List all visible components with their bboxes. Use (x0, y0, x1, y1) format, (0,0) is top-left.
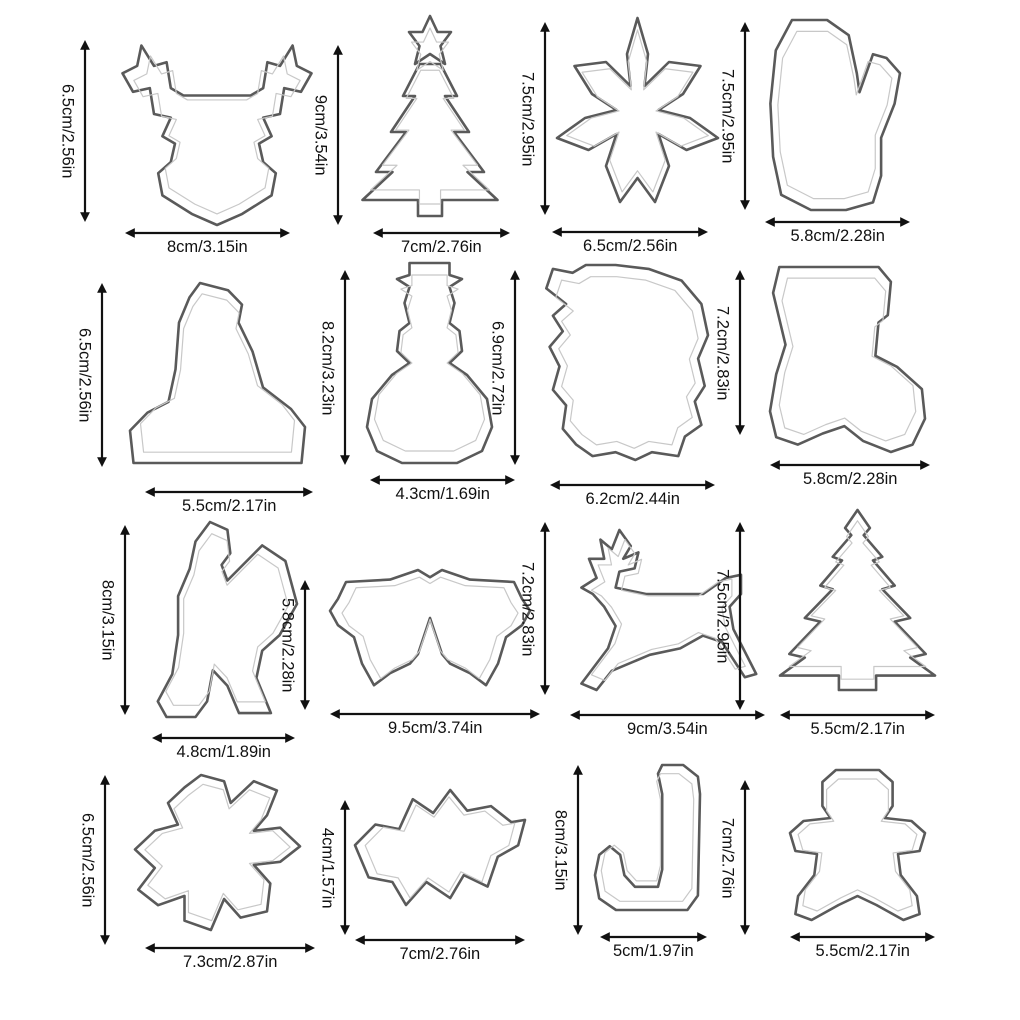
pine-tree-cutter-outline (780, 510, 935, 690)
star-flower-figure (0, 765, 255, 1020)
mitten-figure (765, 0, 1020, 255)
snowman-inner-edge (375, 275, 485, 451)
arrow-head (340, 925, 350, 935)
arrow-head (500, 228, 510, 238)
arrow-head (510, 455, 520, 465)
cutter-cell-christmas-tree-star (255, 0, 510, 255)
arrow-head (370, 475, 380, 485)
arrow-head (145, 943, 155, 953)
arrow-head (120, 705, 130, 715)
arrow-head (573, 925, 583, 935)
snowman-cutter-outline (367, 263, 492, 463)
stocking-cutter-outline (770, 267, 925, 452)
arrow-head (790, 932, 800, 942)
width-label: 7cm/2.76in (401, 238, 482, 256)
santa-face-outer-edge (546, 265, 708, 460)
arrow-head (340, 270, 350, 280)
mitten-inner-edge (778, 31, 892, 198)
arrow-head (355, 935, 365, 945)
height-label: 8cm/3.15in (551, 809, 570, 891)
width-label: 5cm/1.97in (613, 942, 694, 960)
arrow-head (300, 580, 310, 590)
height-label: 7.2cm/2.83in (713, 305, 732, 400)
width-label: 5.8cm/2.28in (790, 227, 885, 245)
height-label: 5.8cm/2.28in (278, 598, 297, 693)
height-label: 9cm/3.54in (311, 94, 330, 176)
holly-leaf-inner-edge (365, 797, 515, 898)
arrow-head (770, 460, 780, 470)
arrow-head (573, 765, 583, 775)
arrow-head (330, 709, 340, 719)
arrow-head (755, 710, 765, 720)
width-label: 5.5cm/2.17in (815, 942, 910, 960)
arrow-head (340, 800, 350, 810)
width-label: 4.8cm/1.89in (176, 743, 271, 761)
holly-leaf-figure (255, 765, 510, 1020)
reindeer-head-figure (0, 0, 255, 255)
height-label: 6.5cm/2.56in (75, 328, 94, 423)
width-label: 5.8cm/2.28in (803, 470, 898, 488)
arrow-head (145, 487, 155, 497)
arrow-head (540, 522, 550, 532)
snowflake-inner-edge (567, 30, 709, 192)
arrow-head (780, 710, 790, 720)
mitten-outer-edge (770, 20, 900, 210)
height-label: 8cm/3.15in (98, 579, 117, 661)
arrow-head (540, 205, 550, 215)
santa-face-inner-edge (556, 277, 698, 449)
arrow-head (697, 932, 707, 942)
arrow-head (540, 685, 550, 695)
width-label: 6.2cm/2.44in (585, 490, 680, 508)
pine-tree-inner-edge (789, 521, 925, 679)
arrow-head (120, 525, 130, 535)
christmas-bells-cutter-outline (330, 570, 530, 685)
arrow-head (373, 228, 383, 238)
height-label: 4cm/1.57in (318, 827, 337, 909)
width-label: 6.5cm/2.56in (583, 237, 678, 255)
arrow-head (300, 700, 310, 710)
height-label: 7.5cm/2.95in (713, 569, 732, 664)
christmas-tree-star-outer-edge (363, 16, 498, 216)
snowman-figure (255, 255, 510, 510)
arrow-head (152, 733, 162, 743)
arrow-head (333, 45, 343, 55)
santa-face-cutter-outline (546, 265, 708, 460)
arrow-head (920, 460, 930, 470)
arrow-head (340, 455, 350, 465)
arrow-head (333, 215, 343, 225)
width-label: 9cm/3.54in (627, 720, 708, 738)
arrow-head (570, 710, 580, 720)
width-label: 7.3cm/2.87in (183, 953, 278, 971)
arrow-head (925, 710, 935, 720)
arrow-head (510, 270, 520, 280)
candy-cane-inner-edge (601, 774, 693, 902)
cutter-cell-christmas-bells (255, 510, 510, 765)
cutter-cell-reindeer-head (0, 0, 255, 255)
holly-leaf-outer-edge (355, 790, 525, 905)
cutter-cell-mitten (718, 0, 1020, 255)
cutter-cell-santa-sack (0, 510, 271, 765)
mitten-cutter-outline (770, 20, 900, 210)
gingerbread-man-cutter-outline (790, 770, 925, 920)
arrow-head (100, 775, 110, 785)
candy-cane-cutter-outline (595, 765, 700, 910)
arrow-head (698, 227, 708, 237)
height-label: 8.2cm/3.23in (318, 320, 337, 415)
stocking-inner-edge (779, 278, 915, 441)
christmas-tree-star-cutter-outline (363, 16, 498, 216)
arrow-head (540, 22, 550, 32)
stocking-outer-edge (770, 267, 925, 452)
arrow-head (97, 283, 107, 293)
height-label: 6.9cm/2.72in (488, 320, 507, 415)
pine-tree-outer-edge (780, 510, 935, 690)
width-label: 5.5cm/2.17in (182, 497, 277, 515)
arrow-head (552, 227, 562, 237)
width-label: 9.5cm/3.74in (388, 719, 483, 737)
arrow-head (925, 932, 935, 942)
santa-hat-figure (0, 255, 255, 510)
cutter-cell-star-flower (0, 765, 278, 1020)
height-label: 7.5cm/2.95in (718, 69, 737, 164)
holly-leaf-cutter-outline (355, 790, 525, 905)
width-label: 7cm/2.76in (399, 945, 481, 963)
santa-sack-figure (0, 510, 255, 765)
arrow-head (765, 217, 775, 227)
cutter-cell-gingerbread-man (718, 765, 1020, 1020)
cutter-cell-stocking (713, 255, 1020, 510)
candy-cane-outer-edge (595, 765, 700, 910)
cutter-cell-santa-hat (0, 255, 277, 515)
height-label: 6.5cm/2.56in (78, 813, 97, 908)
arrow-head (97, 457, 107, 467)
cutter-cell-holly-leaf (255, 765, 510, 1020)
snowflake-outer-edge (557, 18, 718, 202)
snowflake-cutter-outline (557, 18, 718, 202)
arrow-head (705, 480, 715, 490)
christmas-bells-inner-edge (342, 577, 518, 678)
arrow-head (600, 932, 610, 942)
height-label: 7cm/2.76in (718, 817, 737, 899)
arrow-head (125, 228, 135, 238)
gingerbread-man-inner-edge (798, 779, 917, 911)
snowman-outer-edge (367, 263, 492, 463)
arrow-head (80, 212, 90, 222)
christmas-tree-star-figure (255, 0, 510, 255)
arrow-head (100, 935, 110, 945)
width-label: 8cm/3.15in (167, 238, 248, 256)
arrow-head (900, 217, 910, 227)
height-label: 7.5cm/2.95in (518, 71, 537, 166)
width-label: 5.5cm/2.17in (810, 720, 905, 738)
height-label: 7.2cm/2.83in (518, 561, 537, 656)
width-label: 4.3cm/1.69in (395, 485, 490, 503)
arrow-head (550, 480, 560, 490)
cutter-cell-snowman (255, 255, 510, 510)
arrow-head (80, 40, 90, 50)
gingerbread-man-figure (765, 765, 1020, 1020)
height-label: 6.5cm/2.56in (58, 84, 77, 179)
cutter-cell-pine-tree (713, 510, 1020, 765)
gingerbread-man-outer-edge (790, 770, 925, 920)
